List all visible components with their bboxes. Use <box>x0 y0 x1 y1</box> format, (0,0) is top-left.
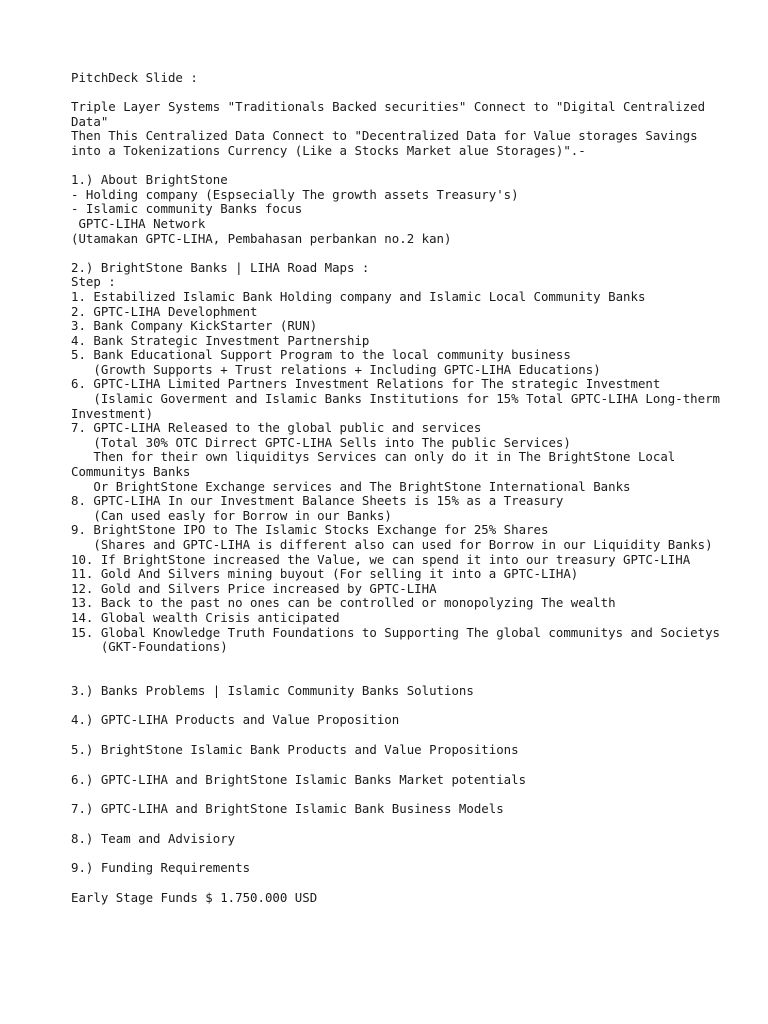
roadmap-line: (Shares and GPTC-LIHA is different also can used for Borrow in our Liquidity Banks) <box>71 537 713 552</box>
section-heading: 8.) Team and Advisiory <box>71 830 236 846</box>
intro-line: Triple Layer Systems "Traditionals Backed securities" Connect to "Digital Centralized Data" <box>71 99 713 129</box>
funding-amount: Early Stage Funds $ 1.750.000 USD <box>71 889 318 905</box>
document-page <box>71 70 728 906</box>
roadmap-line: (GKT-Foundations) <box>71 639 228 655</box>
roadmap-line: 10. If BrightStone increased the Value, we can spend it into our treasury GPTC-LIHA <box>71 551 691 567</box>
roadmap-line: 1. Estabilized Islamic Bank Holding company and Islamic Local Community Banks <box>71 288 646 304</box>
document-title: PitchDeck Slide : <box>71 70 198 85</box>
roadmap-line: 6. GPTC-LIHA Limited Partners Investment Relations for The strategic Investment <box>71 376 661 392</box>
about-line: (Utamakan GPTC-LIHA, Pembahasan perbankan no.2 kan) <box>71 230 452 246</box>
roadmap-line: 5. Bank Educational Support Program to the local community business <box>71 347 571 363</box>
roadmap-step-label: Step : <box>71 274 116 290</box>
section-heading: 5.) BrightStone Islamic Bank Products and Value Propositions <box>71 741 519 757</box>
roadmap-line: 12. Gold and Silvers Price increased by GPTC-LIHA <box>71 580 437 596</box>
roadmap-line: 2. GPTC-LIHA Develophment <box>71 303 258 319</box>
intro-line: Then This Centralized Data Connect to "Decentralized Data for Value storages Savings into a Tokenizations Currency (Like a Stocks Market alue Storages)".- <box>71 128 706 158</box>
roadmap-heading: 2.) BrightStone Banks | LIHA Road Maps : <box>71 259 370 275</box>
section-heading: 3.) Banks Problems | Islamic Community Banks Solutions <box>71 682 474 698</box>
roadmap-line: 14. Global wealth Crisis anticipated <box>71 609 340 625</box>
roadmap-line: 15. Global Knowledge Truth Foundations to Supporting The global communitys and Societys <box>71 624 721 640</box>
about-heading: 1.) About BrightStone <box>71 172 228 188</box>
roadmap-line: Or BrightStone Exchange services and The BrightStone International Banks <box>71 478 631 494</box>
roadmap-line: (Can used easly for Borrow in our Banks) <box>71 507 392 523</box>
section-heading: 9.) Funding Requirements <box>71 860 251 876</box>
roadmap-line: (Total 30% OTC Dirrect GPTC-LIHA Sells into The public Services) <box>71 434 571 450</box>
roadmap-line: 11. Gold And Silvers mining buyout (For selling it into a GPTC-LIHA) <box>71 566 579 582</box>
roadmap-line: (Islamic Goverment and Islamic Banks Institutions for 15% Total GPTC-LIHA Long-therm Investment) <box>71 391 728 421</box>
section-heading: 6.) GPTC-LIHA and BrightStone Islamic Banks Market potentials <box>71 771 527 787</box>
roadmap-line: Then for their own liquiditys Services can only do it in The BrightStone Local Communitys Banks <box>71 449 683 480</box>
roadmap-line: 7. GPTC-LIHA Released to the global public and services <box>71 420 482 436</box>
section-heading: 7.) GPTC-LIHA and BrightStone Islamic Bank Business Models <box>71 801 504 817</box>
about-line: - Islamic community Banks focus <box>71 201 303 217</box>
roadmap-line: (Growth Supports + Trust relations + Including GPTC-LIHA Educations) <box>71 361 601 377</box>
roadmap-line: 3. Bank Company KickStarter (RUN) <box>71 318 318 334</box>
roadmap-line: 9. BrightStone IPO to The Islamic Stocks Exchange for 25% Shares <box>71 522 549 538</box>
roadmap-line: 4. Bank Strategic Investment Partnership <box>71 332 370 348</box>
roadmap-line: 8. GPTC-LIHA In our Investment Balance Sheets is 15% as a Treasury <box>71 493 564 509</box>
roadmap-line: 13. Back to the past no ones can be controlled or monopolyzing The wealth <box>71 595 616 611</box>
about-line: GPTC-LIHA Network <box>71 215 206 231</box>
about-line: - Holding company (Espsecially The growth assets Treasury's) <box>71 186 519 202</box>
section-heading: 4.) GPTC-LIHA Products and Value Proposition <box>71 712 400 728</box>
